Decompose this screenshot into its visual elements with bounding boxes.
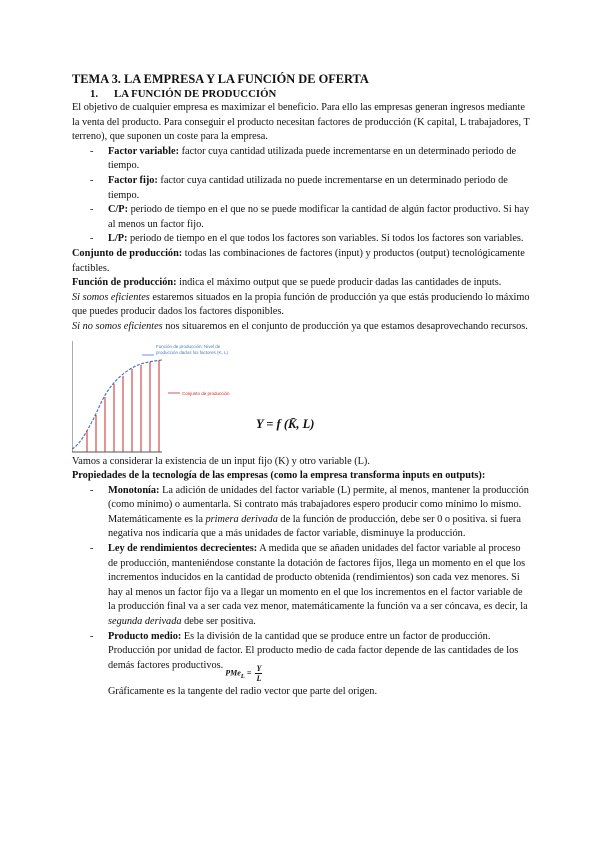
definition: debe ser positiva. (181, 616, 256, 628)
term: Conjunto de producción: (72, 247, 183, 259)
definition: periodo de tiempo en el que todos los factores son variables. Si todos los factores son variables. (127, 233, 524, 245)
production-curve (72, 360, 162, 449)
list-item: - Monotonía: La adición de unidades del factor variable (L) permite, al menos, mantener la producción (como mínimo) o aumentarla. Si contrato más trabajadores espero producir como mínimo lo mismo. Matemáticamente es la primera derivada de la función de producción, debe ser 0 o positiva. si fuera negativa nos indicaría que a más unidades de factor variable, disminuye la producción. (90, 484, 529, 540)
pme-sub: L (240, 673, 245, 681)
definition: factor cuya cantidad utilizada no puede incrementarse en un determinado periodo de tiempo. (108, 174, 508, 201)
pme-eq: = (244, 668, 254, 678)
list-item: - Factor variable: factor cuya cantidad utilizada puede incrementarse en un determinado periodo de tiempo. (90, 145, 517, 172)
term: Monotonía: (108, 484, 160, 496)
emphasis: segunda derivada (108, 616, 182, 628)
term: L/P: (108, 233, 128, 245)
production-graph (72, 337, 532, 455)
properties-list (72, 484, 532, 700)
document-page (72, 72, 532, 700)
pme-formula (225, 664, 262, 685)
definition: nos situaremos en el conjunto de producción ya que estamos desaprovechando recursos. (162, 320, 528, 332)
curve-label: Función de producción: Nivel de producción dados los factores (K, L) (156, 343, 229, 355)
set-label: Conjunto de producción (182, 390, 230, 396)
term: Si no somos eficientes (72, 320, 163, 332)
list-item: - Ley de rendimientos decrecientes: A medida que se añaden unidades del factor variable al proceso de producción, manteniéndose constante la dotación de factores fijos, llega un momento en el que los incrementos inducidos en la cantidad de producto obtenida (rendimientos) son cada vez menores. Si hay al menos un factor fijo va a llegar un momento en el que los incrementos en el factor variable de la producción final va a ser cada vez menor, matemáticamente la función va a ser cóncava, es decir, la segunda derivada debe ser positiva. (90, 543, 528, 628)
eficientes-paragraph (72, 291, 532, 320)
funcion-paragraph (72, 276, 532, 291)
pme-lhs: PMe (225, 668, 241, 678)
definition: La adición de unidades del factor variable (L) permite, al menos, mantener la producción (como mínimo) o aumentarla. Si contrato más trabajadores espero producir como mínimo lo mismo. Matemáticamente es la (108, 484, 529, 525)
propiedades-text: Propiedades de la tecnología de las empresas (como la empresa transforma inputs en outputs): (72, 470, 486, 482)
term: Producto medio: (108, 630, 182, 642)
definition: de la función de producción, debe ser 0 o positiva. si fuera negativa nos indicaría que a más unidades de factor variable, disminuye la producción. (108, 513, 521, 540)
section-heading (90, 87, 532, 101)
section-number: 1. (90, 88, 99, 100)
definition: estaremos situados en la propia función de producción ya que estás produciendo lo máximo que puedes producir dados los factores disponibles. (72, 291, 530, 318)
document-title: TEMA 3. LA EMPRESA Y LA FUNCIÓN DE OFERTA (72, 72, 369, 86)
conjunto-paragraph (72, 247, 532, 276)
term: Si somos eficientes (72, 291, 150, 303)
consider-paragraph: Vamos a considerar la existencia de un input fijo (K) y otro variable (L). (72, 455, 370, 467)
no-eficientes-paragraph (72, 320, 532, 335)
term: Ley de rendimientos decrecientes: (108, 543, 258, 555)
definition: A medida que se añaden unidades del factor variable al proceso de producción, manteniéndose constante la dotación de factores fijos, llega un momento en el que los incrementos inducidos en la cantidad de producto obtenida (rendimientos) son cada vez menores. Si hay al menos un factor fijo va a llegar un momento en el que los incrementos en el factor variable de la producción final va a ser cada vez menor, matemáticamente la función va a ser cóncava, es decir, la (108, 543, 528, 613)
list-item: - C/P: periodo de tiempo en el que no se puede modificar la cantidad de algún factor productivo. Si hay al menos un factor fijo. (90, 204, 530, 230)
emphasis: primera derivada (205, 513, 278, 525)
grafico-text: Gráficamente es la tangente del radio vector que parte del origen. (108, 686, 378, 697)
term: Función de producción: (72, 277, 177, 289)
definition: indica el máximo output que se puede producir dadas las cantidades de inputs. (176, 277, 502, 289)
definitions-list (72, 145, 532, 247)
definition: periodo de tiempo en el que no se puede modificar la cantidad de algún factor productivo. Si hay al menos un factor fijo. (108, 204, 530, 230)
definition: todas las combinaciones de factores (input) y productos (output) tecnológicamente factibles. (72, 247, 525, 274)
list-item: - Factor fijo: factor cuya cantidad utilizada no puede incrementarse en un determinado periodo de tiempo. (90, 174, 508, 201)
term: C/P: (108, 204, 129, 216)
list-item: - L/P: periodo de tiempo en el que todos los factores son variables. Si todos los factores son variables. (90, 233, 524, 245)
definition: factor cuya cantidad utilizada puede incrementarse en un determinado periodo de tiempo. (108, 145, 517, 172)
production-formula: Y = f (K̄, L) (256, 416, 315, 431)
term: Factor fijo: (108, 174, 158, 186)
intro-paragraph: El objetivo de cualquier empresa es maximizar el beneficio. Para ello las empresas generan ingresos mediante la venta del producto. Para conseguir el producto necesitan factores de producción (K capital, L trabajadores, T terreno), que suponen un coste para la empresa. (72, 102, 530, 143)
denominator: L (256, 674, 262, 684)
list-item: - Producto medio: Es la división de la cantidad que se produce entre un factor de producción. Producción por unidad de factor. El producto medio de cada factor depende de las cantidades de los demás factores productivos.PMe$_L$ = $\frac{Y}{L}$ Gráficamente es la tangente del radio vector que parte del origen. (90, 630, 519, 697)
propiedades-heading (72, 469, 532, 484)
numerator: Y (256, 664, 262, 674)
fraction (255, 664, 262, 683)
section-title: LA FUNCIÓN DE PRODUCCIÓN (114, 88, 277, 100)
definition: Es la división de la cantidad que se produce entre un factor de producción. Producción por unidad de factor. El producto medio de cada factor depende de las cantidades de los demás factores productivos. (108, 630, 519, 671)
term: Factor variable: (108, 145, 180, 157)
production-function-figure (72, 337, 532, 455)
